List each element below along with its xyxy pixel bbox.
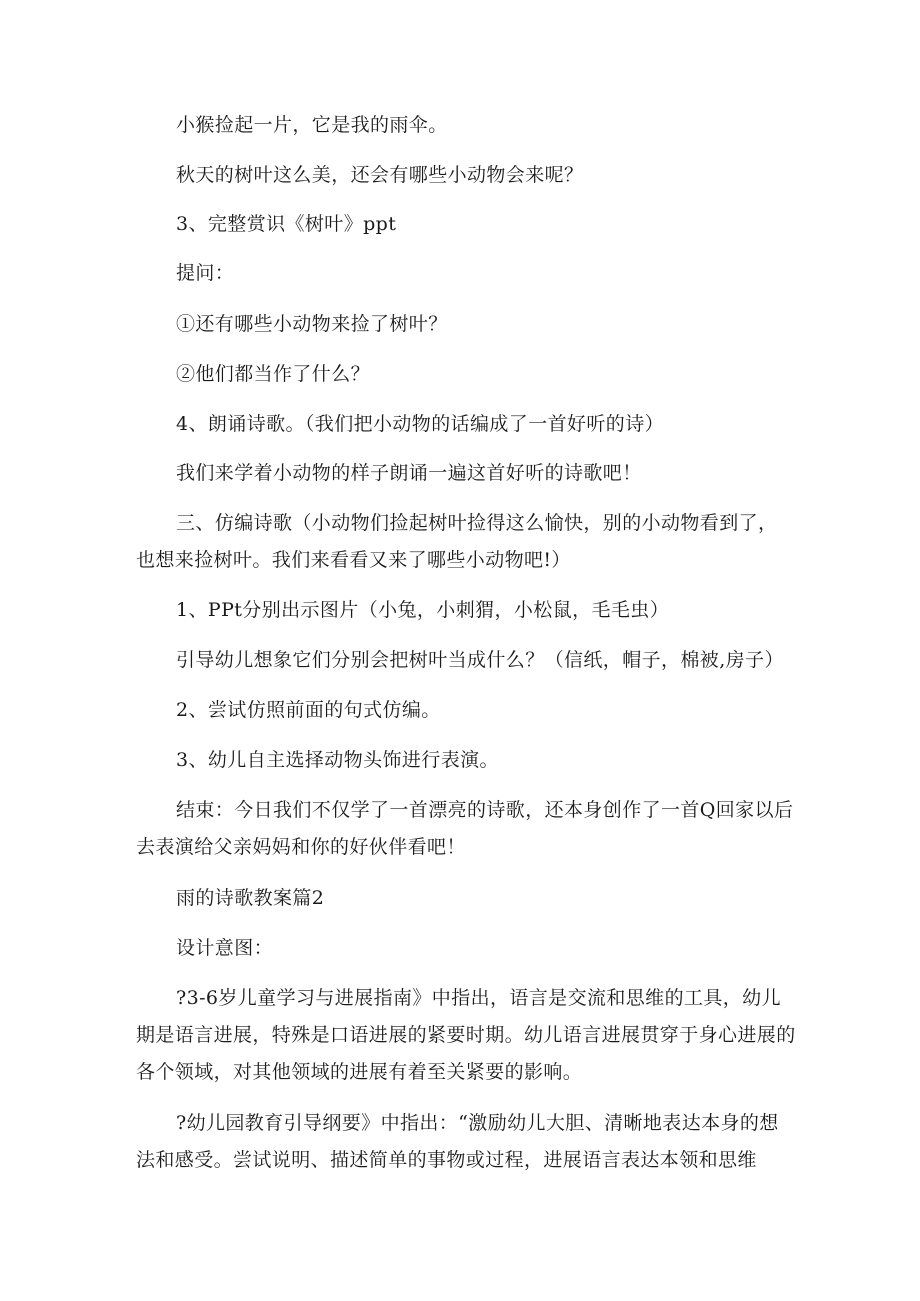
paragraph: 设计意图： bbox=[176, 937, 274, 959]
paragraph: 秋天的树叶这么美，还会有哪些小动物会来呢？ bbox=[176, 164, 584, 186]
paragraph: ?3-6岁儿童学习与进展指南》中指出，语言是交流和思维的工具，幼儿期是语言进展，特殊是口语进展的紧要时期。幼儿语言进展贯穿于身心进展的各个领域，对其他领域的进展有着至关紧要的影响。 bbox=[136, 987, 796, 1083]
section-heading: 雨的诗歌教案篇2 bbox=[176, 887, 325, 909]
paragraph: ②他们都当作了什么？ bbox=[176, 363, 371, 385]
paragraph: 提问： bbox=[176, 262, 235, 284]
paragraph: 1、PPt分别出示图片（小兔，小刺猬，小松鼠，毛毛虫） bbox=[176, 599, 670, 621]
paragraph: 我们来学着小动物的样子朗诵一遍这首好听的诗歌吧！ bbox=[176, 462, 642, 484]
paragraph: ?幼儿园教育引导纲要》中指出：“激励幼儿大胆、清晰地表达本身的想法和感受。尝试说明、描述简单的事物或过程，进展语言表达本领和思维 bbox=[136, 1112, 779, 1171]
paragraph: 引导幼儿想象它们分别会把树叶当成什么？（信纸，帽子，棉被,房子） bbox=[176, 649, 784, 671]
paragraph: 三、仿编诗歌（小动物们捡起树叶捡得这么愉快，别的小动物看到了，也想来捡树叶。我们来看看又来了哪些小动物吧!） bbox=[136, 512, 778, 571]
paragraph: 4、朗诵诗歌。（我们把小动物的话编成了一首好听的诗） bbox=[176, 413, 664, 435]
paragraph: 结束：今日我们不仅学了一首漂亮的诗歌，还本身创作了一首Q回家以后去表演给父亲妈妈和你的好伙伴看吧！ bbox=[136, 799, 794, 858]
paragraph: 3、幼儿自主选择动物头饰进行表演。 bbox=[176, 749, 499, 771]
paragraph: ①还有哪些小动物来捡了树叶？ bbox=[176, 313, 448, 335]
paragraph: 2、尝试仿照前面的句式仿编。 bbox=[176, 699, 441, 721]
paragraph: 小猴捡起一片，它是我的雨伞。 bbox=[176, 114, 448, 136]
paragraph: 3、完整赏识《树叶》ppt bbox=[176, 213, 397, 235]
